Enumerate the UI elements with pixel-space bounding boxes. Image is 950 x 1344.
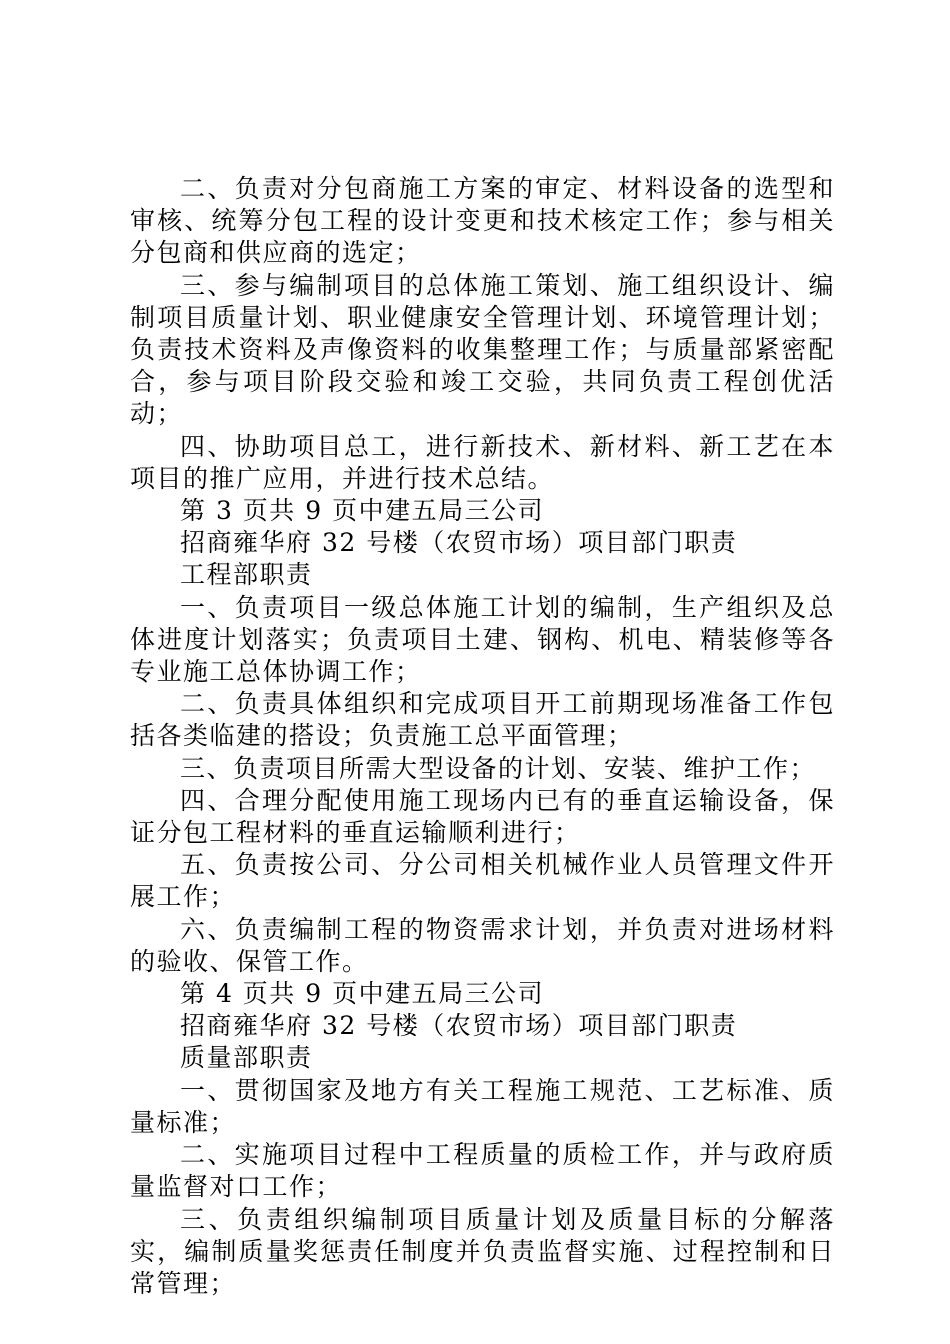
paragraph: 三、参与编制项目的总体施工策划、施工组织设计、编制项目质量计划、职业健康安全管理计划、环境管理计划；负责技术资料及声像资料的收集整理工作；与质量部紧密配合，参与项目阶段交验和竣工交验，共同负责工程创优活动； bbox=[130, 270, 835, 429]
paragraph: 二、负责对分包商施工方案的审定、材料设备的选型和审核、统筹分包工程的设计变更和技术核定工作；参与相关分包商和供应商的选定； bbox=[130, 174, 835, 268]
paragraph: 一、贯彻国家及地方有关工程施工规范、工艺标准、质量标准； bbox=[130, 1075, 835, 1137]
page-footer-line: 第 4 页共 9 页中建五局三公司 bbox=[180, 979, 545, 1009]
document-page bbox=[130, 173, 835, 1300]
paragraph: 六、负责编制工程的物资需求计划，并负责对进场材料的验收、保管工作。 bbox=[130, 914, 835, 976]
paragraph: 三、负责项目所需大型设备的计划、安装、维护工作； bbox=[180, 753, 817, 783]
document-title: 招商雍华府 32 号楼（农贸市场）项目部门职责 bbox=[180, 528, 738, 558]
paragraph: 五、负责按公司、分公司相关机械作业人员管理文件开展工作； bbox=[130, 850, 835, 912]
section-heading: 工程部职责 bbox=[180, 560, 313, 590]
paragraph: 三、负责组织编制项目质量计划及质量目标的分解落实，编制质量奖惩责任制度并负责监督实施、过程控制和日常管理； bbox=[130, 1204, 835, 1298]
section-heading: 质量部职责 bbox=[180, 1043, 313, 1073]
document-title: 招商雍华府 32 号楼（农贸市场）项目部门职责 bbox=[180, 1011, 738, 1041]
paragraph: 二、负责具体组织和完成项目开工前期现场准备工作包括各类临建的搭设；负责施工总平面管理； bbox=[130, 689, 835, 751]
page-footer-line: 第 3 页共 9 页中建五局三公司 bbox=[180, 496, 545, 526]
paragraph: 一、负责项目一级总体施工计划的编制，生产组织及总体进度计划落实；负责项目土建、钢构、机电、精装修等各专业施工总体协调工作； bbox=[130, 592, 835, 687]
paragraph: 二、实施项目过程中工程质量的质检工作，并与政府质量监督对口工作； bbox=[130, 1140, 835, 1202]
paragraph: 四、合理分配使用施工现场内已有的垂直运输设备，保证分包工程材料的垂直运输顺利进行； bbox=[130, 785, 835, 848]
paragraph: 四、协助项目总工，进行新技术、新材料、新工艺在本项目的推广应用，并进行技术总结。 bbox=[130, 431, 835, 493]
